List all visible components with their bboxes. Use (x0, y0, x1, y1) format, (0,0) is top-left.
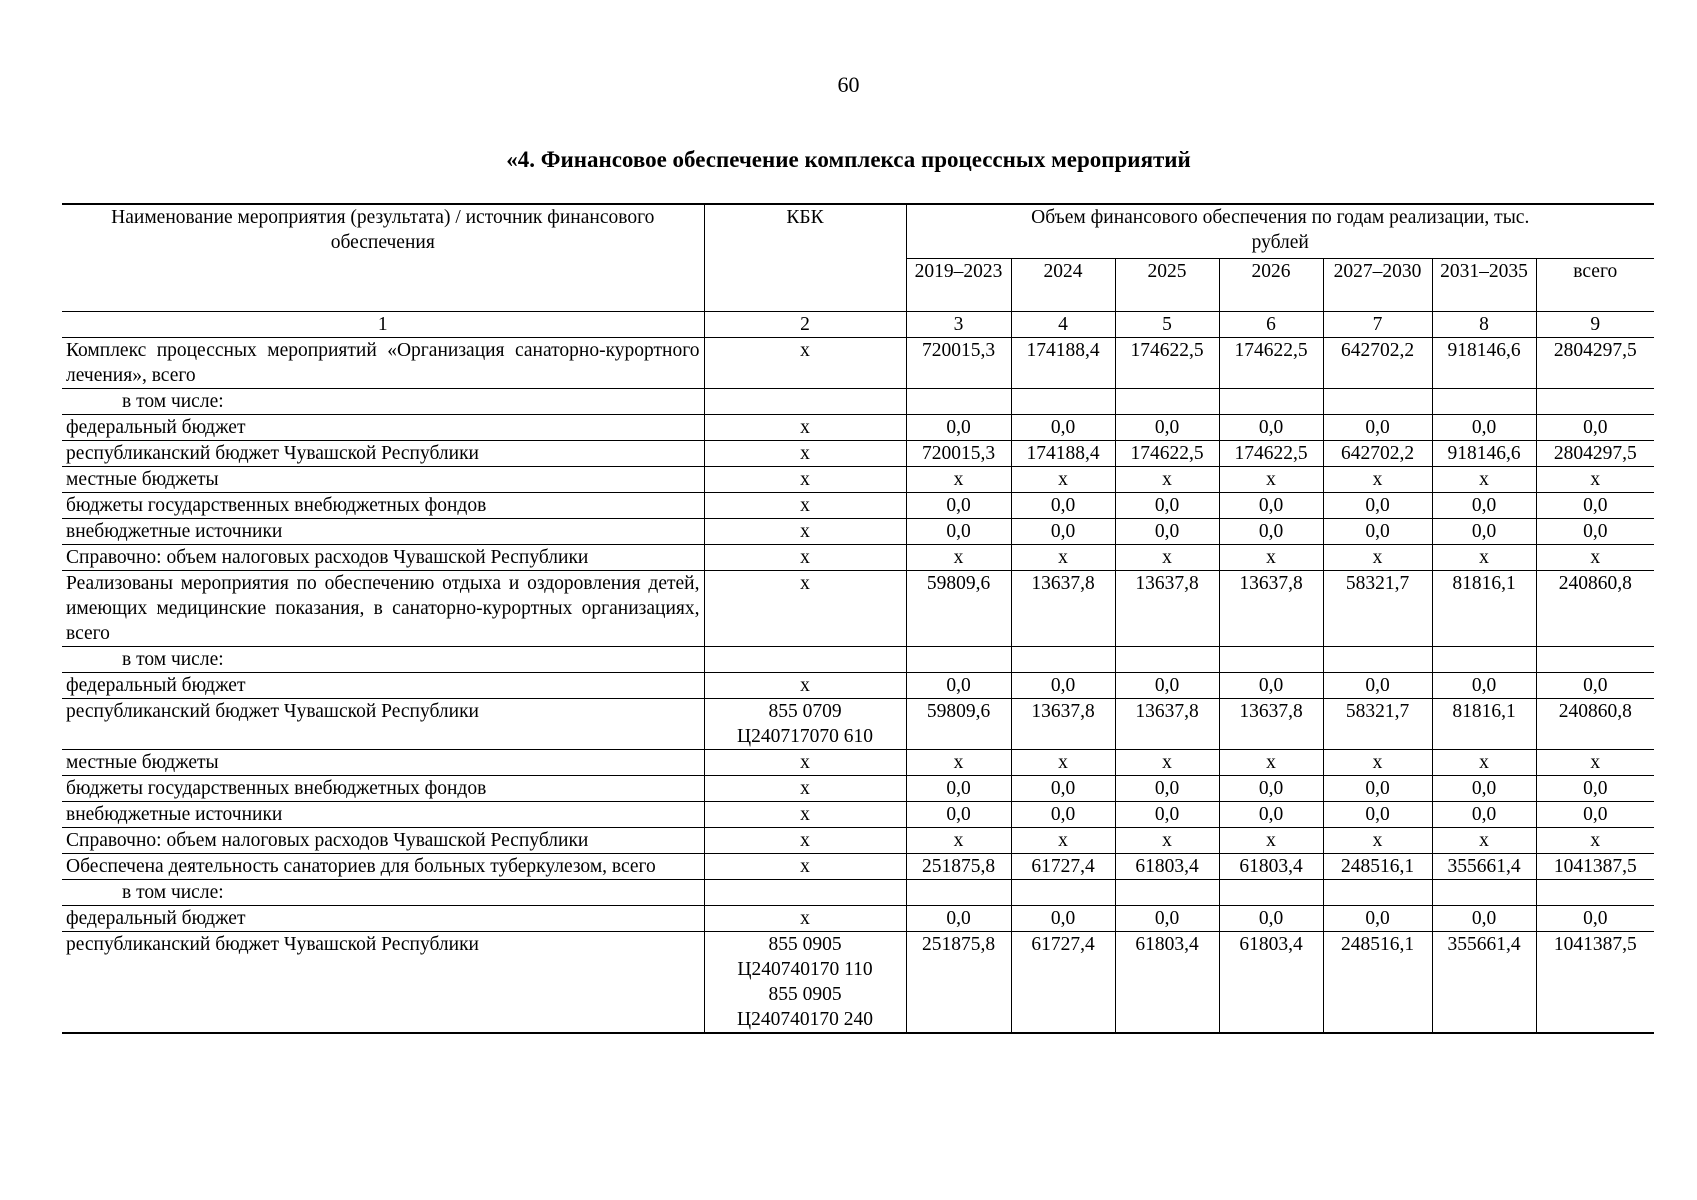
row-value: 13637,8 (1115, 699, 1219, 750)
column-number: 8 (1432, 312, 1536, 338)
row-kbk: х (704, 571, 906, 647)
column-number: 3 (906, 312, 1011, 338)
row-value: 0,0 (1011, 493, 1115, 519)
page-number: 60 (837, 72, 860, 97)
table-row (62, 854, 1654, 880)
header-year: 2026 (1219, 258, 1323, 312)
row-kbk: х (704, 828, 906, 854)
row-value: 0,0 (1219, 493, 1323, 519)
row-value: 0,0 (1323, 519, 1432, 545)
table-row (62, 906, 1654, 932)
row-value: х (1115, 750, 1219, 776)
row-value: 174622,5 (1115, 338, 1219, 389)
row-value: х (906, 545, 1011, 571)
row-value: 0,0 (906, 673, 1011, 699)
row-value: 355661,4 (1432, 932, 1536, 1034)
row-value: 174622,5 (1219, 441, 1323, 467)
row-value: 0,0 (1219, 519, 1323, 545)
row-value: 61727,4 (1011, 854, 1115, 880)
header-year: 2031–2035 (1432, 258, 1536, 312)
row-kbk: х (704, 906, 906, 932)
row-kbk: х (704, 673, 906, 699)
row-value: 0,0 (1011, 802, 1115, 828)
row-value: 0,0 (1219, 802, 1323, 828)
row-value: х (1011, 545, 1115, 571)
header-year: 2027–2030 (1323, 258, 1432, 312)
header-year: 2024 (1011, 258, 1115, 312)
row-value: 13637,8 (1115, 571, 1219, 647)
row-value: 0,0 (906, 802, 1011, 828)
table-row (62, 828, 1654, 854)
header-year: 2025 (1115, 258, 1219, 312)
row-value: 0,0 (1432, 802, 1536, 828)
row-value: 61803,4 (1219, 854, 1323, 880)
row-value: 2804297,5 (1536, 338, 1654, 389)
row-value: х (1115, 828, 1219, 854)
row-name: федеральный бюджет (62, 415, 704, 441)
row-value (1432, 880, 1536, 906)
column-number: 5 (1115, 312, 1219, 338)
table-row (62, 673, 1654, 699)
row-value (1536, 647, 1654, 673)
row-value: 0,0 (1219, 415, 1323, 441)
row-name: Справочно: объем налоговых расходов Чувашской Республики (62, 828, 704, 854)
row-value: 248516,1 (1323, 932, 1432, 1034)
row-value: х (906, 750, 1011, 776)
row-value: 0,0 (1219, 776, 1323, 802)
row-value: х (1011, 750, 1115, 776)
row-name: Справочно: объем налоговых расходов Чувашской Республики (62, 545, 704, 571)
row-value: 13637,8 (1011, 571, 1115, 647)
row-kbk: 855 0709 Ц240717070 610 (704, 699, 906, 750)
row-name: в том числе: (62, 389, 704, 415)
row-name: в том числе: (62, 647, 704, 673)
row-value: 174622,5 (1115, 441, 1219, 467)
row-value: 0,0 (1536, 673, 1654, 699)
row-value: 918146,6 (1432, 441, 1536, 467)
column-number: 1 (62, 312, 704, 338)
row-value: 0,0 (1011, 673, 1115, 699)
row-value: х (906, 828, 1011, 854)
row-value: х (1536, 545, 1654, 571)
row-value: 0,0 (1536, 906, 1654, 932)
row-value (1323, 647, 1432, 673)
table-row (62, 545, 1654, 571)
table-row (62, 750, 1654, 776)
row-name: бюджеты государственных внебюджетных фондов (62, 493, 704, 519)
row-value (1011, 647, 1115, 673)
row-value: 2804297,5 (1536, 441, 1654, 467)
row-value: 0,0 (1536, 802, 1654, 828)
row-kbk: х (704, 802, 906, 828)
table-row (62, 415, 1654, 441)
row-value: 0,0 (1115, 493, 1219, 519)
row-name: республиканский бюджет Чувашской Республики (62, 932, 704, 1034)
row-value: х (1323, 467, 1432, 493)
column-number: 9 (1536, 312, 1654, 338)
row-value: 720015,3 (906, 441, 1011, 467)
row-value: х (1011, 467, 1115, 493)
row-value: х (1323, 545, 1432, 571)
row-value: 0,0 (1323, 493, 1432, 519)
row-kbk: х (704, 750, 906, 776)
row-value: 0,0 (1115, 673, 1219, 699)
row-value (1115, 389, 1219, 415)
row-value (1115, 880, 1219, 906)
row-value: 13637,8 (1219, 699, 1323, 750)
row-value: 13637,8 (1219, 571, 1323, 647)
column-number: 4 (1011, 312, 1115, 338)
row-value: 0,0 (1432, 673, 1536, 699)
row-value: 0,0 (1323, 673, 1432, 699)
row-kbk: 855 0905 Ц240740170 110 855 0905 Ц240740170 240 (704, 932, 906, 1034)
row-value: 720015,3 (906, 338, 1011, 389)
row-value: 0,0 (1115, 415, 1219, 441)
header-year: 2019–2023 (906, 258, 1011, 312)
row-value (1536, 880, 1654, 906)
row-name: Комплекс процессных мероприятий «Организация санаторно-курортного лечения», всего (62, 338, 704, 389)
row-value: 240860,8 (1536, 699, 1654, 750)
row-name: местные бюджеты (62, 750, 704, 776)
row-value: х (1432, 750, 1536, 776)
row-name: республиканский бюджет Чувашской Республики (62, 441, 704, 467)
row-value: 0,0 (1432, 493, 1536, 519)
row-value: 174622,5 (1219, 338, 1323, 389)
row-value: 58321,7 (1323, 571, 1432, 647)
table-row (62, 441, 1654, 467)
table-row (62, 699, 1654, 750)
row-value: х (1432, 467, 1536, 493)
row-value: 174188,4 (1011, 441, 1115, 467)
row-value: 61803,4 (1219, 932, 1323, 1034)
row-value: 0,0 (1219, 673, 1323, 699)
row-value: 0,0 (1115, 776, 1219, 802)
financial-table (62, 203, 1654, 1034)
row-value: 642702,2 (1323, 338, 1432, 389)
table-row (62, 776, 1654, 802)
table-row (62, 467, 1654, 493)
row-value (1219, 880, 1323, 906)
row-value: х (1323, 828, 1432, 854)
row-kbk: х (704, 415, 906, 441)
header-row (62, 204, 1654, 258)
row-kbk (704, 389, 906, 415)
row-value: 0,0 (1432, 776, 1536, 802)
row-kbk: х (704, 441, 906, 467)
row-kbk: х (704, 467, 906, 493)
row-value: 240860,8 (1536, 571, 1654, 647)
row-value: 61803,4 (1115, 854, 1219, 880)
row-value: 0,0 (1323, 776, 1432, 802)
row-name: внебюджетные источники (62, 802, 704, 828)
column-number-row (62, 312, 1654, 338)
column-number: 7 (1323, 312, 1432, 338)
table-row (62, 932, 1654, 1034)
row-value: 0,0 (906, 415, 1011, 441)
row-name: в том числе: (62, 880, 704, 906)
row-value: х (1219, 545, 1323, 571)
row-value (1219, 389, 1323, 415)
row-value (1011, 389, 1115, 415)
row-name: Обеспечена деятельность санаториев для больных туберкулезом, всего (62, 854, 704, 880)
row-value (906, 389, 1011, 415)
row-kbk: х (704, 854, 906, 880)
row-value: 0,0 (906, 906, 1011, 932)
header-name: Наименование мероприятия (результата) / источник финансового обеспечения (62, 204, 704, 312)
row-kbk: х (704, 493, 906, 519)
header-kbk: КБК (704, 204, 906, 312)
row-value: 0,0 (1219, 906, 1323, 932)
table-row (62, 647, 1654, 673)
row-value: х (1219, 828, 1323, 854)
row-value: 0,0 (1432, 415, 1536, 441)
row-name: федеральный бюджет (62, 673, 704, 699)
row-value: х (1536, 828, 1654, 854)
row-value: 58321,7 (1323, 699, 1432, 750)
row-value: 81816,1 (1432, 571, 1536, 647)
row-value (1432, 389, 1536, 415)
table-row (62, 880, 1654, 906)
row-value: х (1432, 828, 1536, 854)
row-value: х (1011, 828, 1115, 854)
row-value: 59809,6 (906, 571, 1011, 647)
row-value: 355661,4 (1432, 854, 1536, 880)
row-value (1323, 880, 1432, 906)
row-value (1115, 647, 1219, 673)
header-year: всего (1536, 258, 1654, 312)
row-value: х (1432, 545, 1536, 571)
row-value: 248516,1 (1323, 854, 1432, 880)
row-value: 642702,2 (1323, 441, 1432, 467)
row-kbk (704, 647, 906, 673)
row-value: 0,0 (1536, 776, 1654, 802)
row-value: 0,0 (1536, 415, 1654, 441)
column-number: 2 (704, 312, 906, 338)
row-value: 0,0 (1011, 519, 1115, 545)
row-value: 0,0 (1323, 415, 1432, 441)
row-kbk: х (704, 776, 906, 802)
row-value (1011, 880, 1115, 906)
row-value (1536, 389, 1654, 415)
row-value (1219, 647, 1323, 673)
row-value: 0,0 (906, 519, 1011, 545)
row-value: х (1323, 750, 1432, 776)
row-value: 251875,8 (906, 854, 1011, 880)
row-value (906, 880, 1011, 906)
row-value: 0,0 (1115, 802, 1219, 828)
row-value: 0,0 (1536, 493, 1654, 519)
row-value: 918146,6 (1432, 338, 1536, 389)
row-value: х (1536, 750, 1654, 776)
row-value: 0,0 (906, 776, 1011, 802)
document-title: «4. Финансовое обеспечение комплекса процессных мероприятий (506, 147, 1191, 172)
row-value: х (1115, 545, 1219, 571)
table-row (62, 519, 1654, 545)
row-value: 0,0 (1432, 906, 1536, 932)
row-value: х (1219, 750, 1323, 776)
table-row (62, 802, 1654, 828)
row-name: федеральный бюджет (62, 906, 704, 932)
row-value: 13637,8 (1011, 699, 1115, 750)
row-value: 0,0 (1115, 906, 1219, 932)
row-kbk (704, 880, 906, 906)
row-value: 0,0 (1432, 519, 1536, 545)
table-row (62, 571, 1654, 647)
row-value: 0,0 (1115, 519, 1219, 545)
row-value: 1041387,5 (1536, 932, 1654, 1034)
row-name: местные бюджеты (62, 467, 704, 493)
row-value: 174188,4 (1011, 338, 1115, 389)
table-row (62, 338, 1654, 389)
row-name: Реализованы мероприятия по обеспечению отдыха и оздоровления детей, имеющих медицинские показания, в санаторно-курортных организациях, всего (62, 571, 704, 647)
row-value: 61727,4 (1011, 932, 1115, 1034)
row-value: 0,0 (906, 493, 1011, 519)
row-value: 0,0 (1011, 415, 1115, 441)
row-value (906, 647, 1011, 673)
row-kbk: х (704, 519, 906, 545)
row-name: республиканский бюджет Чувашской Республики (62, 699, 704, 750)
row-value: 0,0 (1323, 906, 1432, 932)
row-value: 81816,1 (1432, 699, 1536, 750)
row-value: 1041387,5 (1536, 854, 1654, 880)
row-value: 251875,8 (906, 932, 1011, 1034)
row-value: 61803,4 (1115, 932, 1219, 1034)
table-row (62, 389, 1654, 415)
row-value: 0,0 (1323, 802, 1432, 828)
row-kbk: х (704, 545, 906, 571)
row-kbk: х (704, 338, 906, 389)
row-value: х (1536, 467, 1654, 493)
row-value: 0,0 (1011, 906, 1115, 932)
column-number: 6 (1219, 312, 1323, 338)
row-value (1323, 389, 1432, 415)
row-value (1432, 647, 1536, 673)
header-volume: Объем финансового обеспечения по годам реализации, тыс. рублей (906, 204, 1654, 258)
table-row (62, 493, 1654, 519)
row-value: 59809,6 (906, 699, 1011, 750)
row-value: 0,0 (1011, 776, 1115, 802)
row-value: 0,0 (1536, 519, 1654, 545)
row-value: х (1115, 467, 1219, 493)
row-value: х (906, 467, 1011, 493)
row-name: бюджеты государственных внебюджетных фондов (62, 776, 704, 802)
row-value: х (1219, 467, 1323, 493)
row-name: внебюджетные источники (62, 519, 704, 545)
